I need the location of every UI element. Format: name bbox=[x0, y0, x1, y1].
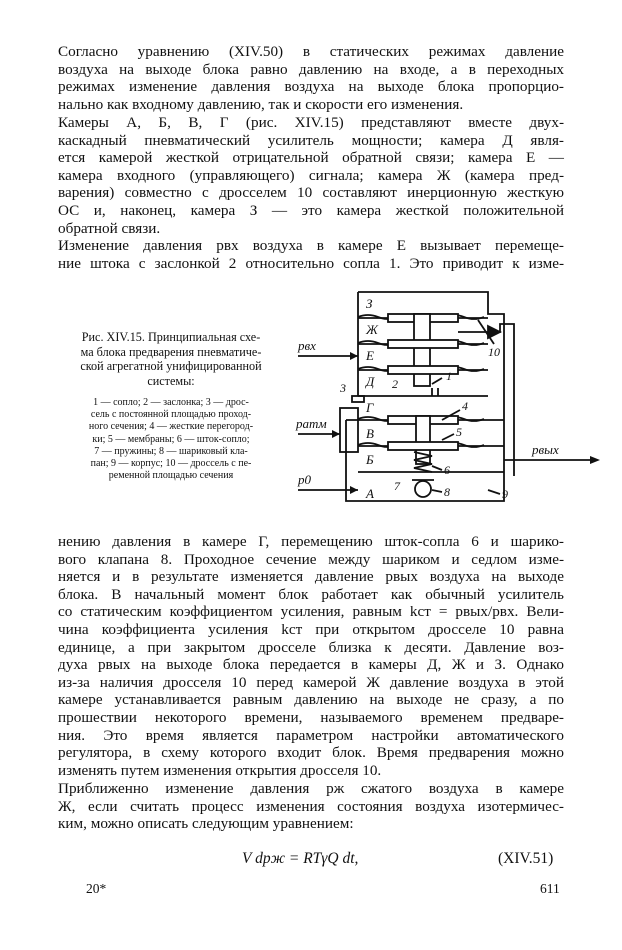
caption-legend bbox=[56, 397, 286, 482]
arrow-icon bbox=[332, 430, 340, 438]
part-number: 6 bbox=[444, 463, 450, 477]
footer-signature: 20* bbox=[86, 881, 107, 896]
part-number: 2 bbox=[392, 377, 398, 391]
caption-title bbox=[56, 330, 286, 388]
text-line: камера входного (управляющего) сигнала; камера Ж (камера пред- bbox=[58, 166, 564, 184]
text-line: со статическим коэффициентом усиления, равным kст = pвых/pвх. Вели- bbox=[58, 603, 564, 621]
legend-line: ременной площадью сечения bbox=[108, 470, 234, 482]
chamber-label: Е bbox=[366, 348, 374, 363]
text-line: варения) совместно с дросселем 10 составляют инерционную жесткую bbox=[58, 184, 564, 202]
text-line: нению давления в камере Г, перемещению шток-сопла 6 и шарико- bbox=[58, 533, 564, 550]
equation-formula: V dpж = RTγQ dt, bbox=[242, 850, 359, 867]
text-line: ние штока с заслонкой 2 относительно сопла 1. Это приводит к изме- bbox=[58, 254, 564, 272]
paragraph-4 bbox=[58, 533, 564, 779]
leader bbox=[488, 490, 500, 494]
text-line: ОС и, наконец, камера З — это камера жесткой положительной bbox=[58, 201, 564, 219]
leader bbox=[432, 378, 442, 384]
caption-line: ской агрегатной унифицированной bbox=[80, 359, 262, 373]
caption-line: ма блока предварения пневматиче- bbox=[80, 344, 262, 359]
text-line: чина коэффициента усиления kст при открытом дросселе 10 равна bbox=[58, 620, 564, 638]
text-line: духа pвых на выходе блока передается в камеры Д, Ж и З. Однако bbox=[58, 656, 564, 674]
leader bbox=[432, 466, 442, 470]
ball-valve bbox=[415, 481, 431, 497]
throttle-fixed bbox=[352, 396, 364, 402]
text-line: Согласно уравнению (XIV.50) в статических режимах давление bbox=[58, 43, 564, 60]
text-line: камере устанавливается равным давлению на выходе не сразу, а по bbox=[58, 691, 564, 709]
paragraph-1 bbox=[58, 43, 564, 113]
signal-label-input: pвх bbox=[298, 338, 316, 353]
chamber-label: З bbox=[366, 296, 373, 311]
part-number: 1 bbox=[446, 369, 452, 383]
text-line: Ж, если считать процесс изменения состояния воздуха изотермичес- bbox=[58, 797, 564, 815]
lower-piston bbox=[388, 442, 458, 450]
arrow-icon bbox=[350, 352, 358, 360]
text-line: Камеры А, Б, В, Г (рис. XIV.15) представляют вместе двух- bbox=[58, 114, 564, 131]
legend-line: 1 — сопло; 2 — заслонка; 3 — дрос- bbox=[93, 397, 249, 408]
legend-line: сель с постоянной площадью проход- bbox=[90, 409, 252, 421]
legend-line: пан; 9 — корпус; 10 — дроссель с пе- bbox=[90, 458, 252, 470]
upper-stem bbox=[414, 314, 430, 386]
figure-caption bbox=[56, 330, 286, 482]
text-line: блока. В начальный момент блок работает как обычный усилитель bbox=[58, 585, 564, 603]
throttle-housing bbox=[340, 408, 358, 452]
text-line: ния. Это время является параметром настройки автоматического bbox=[58, 726, 564, 744]
text-line: ется камерой жесткой отрицательной обратной связи; камера Е — bbox=[58, 149, 564, 167]
leader bbox=[442, 434, 454, 440]
leader bbox=[432, 490, 442, 492]
text-line: режимах изменение давления воздуха на выходе блока пропорцио- bbox=[58, 78, 564, 96]
chamber-label: А bbox=[366, 486, 374, 501]
text-line: ким, можно описать следующим уравнением: bbox=[58, 815, 354, 833]
caption-line: Рис. XIV.15. Принципиальная схе- bbox=[81, 330, 261, 344]
text-line: обратной связи. bbox=[58, 219, 161, 237]
part-number: 4 bbox=[462, 399, 468, 413]
chamber-label: Б bbox=[366, 452, 374, 467]
text-line: прошествии некоторого времени, называемого временем предваре- bbox=[58, 708, 564, 726]
paragraph-2 bbox=[58, 114, 564, 237]
chamber-label: Г bbox=[366, 400, 374, 415]
signal-label-atm: pатм bbox=[296, 416, 327, 431]
chamber-label: В bbox=[366, 426, 374, 441]
text-line: изменять путем изменения открытия дросселя 10. bbox=[58, 761, 382, 779]
upper-piston bbox=[388, 340, 458, 348]
chamber-label: Ж bbox=[366, 322, 378, 337]
chamber-label: Д bbox=[366, 374, 375, 389]
part-number: 5 bbox=[456, 425, 462, 439]
part-number: 10 bbox=[488, 345, 500, 359]
text-line: вого клапана 8. Проходное сечение между шариком и седлом изме- bbox=[58, 550, 564, 568]
signal-label-output: pвых bbox=[532, 442, 559, 457]
part-number: 3 bbox=[340, 381, 346, 395]
page-number: 611 bbox=[540, 881, 560, 896]
legend-line: ного сечения; 4 — жесткие перегород- bbox=[88, 421, 254, 433]
nozzle bbox=[432, 388, 438, 396]
part-number: 8 bbox=[444, 485, 450, 499]
part-number: 7 bbox=[394, 479, 400, 493]
text-line: регулятора, в схему которого входит блок. Время предварения можно bbox=[58, 744, 564, 762]
text-line: каскадный пневматический усилитель мощности; камера Д явля- bbox=[58, 131, 564, 149]
text-line: из-за наличия дросселя 10 перед камерой Ж давление воздуха в этой bbox=[58, 673, 564, 691]
text-line: нально как входному давлению, так и скорости его изменения. bbox=[58, 95, 464, 113]
part-number: 9 bbox=[502, 487, 508, 501]
legend-line: 7 — пружины; 8 — шариковый кла- bbox=[94, 445, 248, 457]
arrow-icon bbox=[590, 456, 600, 464]
caption-line: системы: bbox=[147, 373, 195, 388]
text-line: Изменение давления pвх воздуха в камере Е вызывает перемеще- bbox=[58, 237, 564, 254]
pneumatic-block-schematic bbox=[292, 284, 606, 516]
paragraph-3 bbox=[58, 237, 564, 272]
text-line: единице, а при закрытом дросселе близка к десяти. Давление воз- bbox=[58, 638, 564, 656]
text-line: Приближенно изменение давления pж сжатого воздуха в камере bbox=[58, 780, 564, 797]
chamber-labels bbox=[364, 296, 379, 501]
equation-label: (XIV.51) bbox=[498, 850, 554, 867]
paragraph-5 bbox=[58, 780, 564, 833]
text-line: няется и в результате изменяется давление pвых воздуха на выходе bbox=[58, 568, 564, 586]
signal-label-supply: p0 bbox=[298, 472, 311, 487]
arrow-icon bbox=[350, 486, 358, 494]
text-line: воздуха на выходе блока равно давлению на входе, а в переходных bbox=[58, 60, 564, 78]
legend-line: ки; 5 — мембраны; 6 — шток-сопло; bbox=[92, 433, 250, 445]
